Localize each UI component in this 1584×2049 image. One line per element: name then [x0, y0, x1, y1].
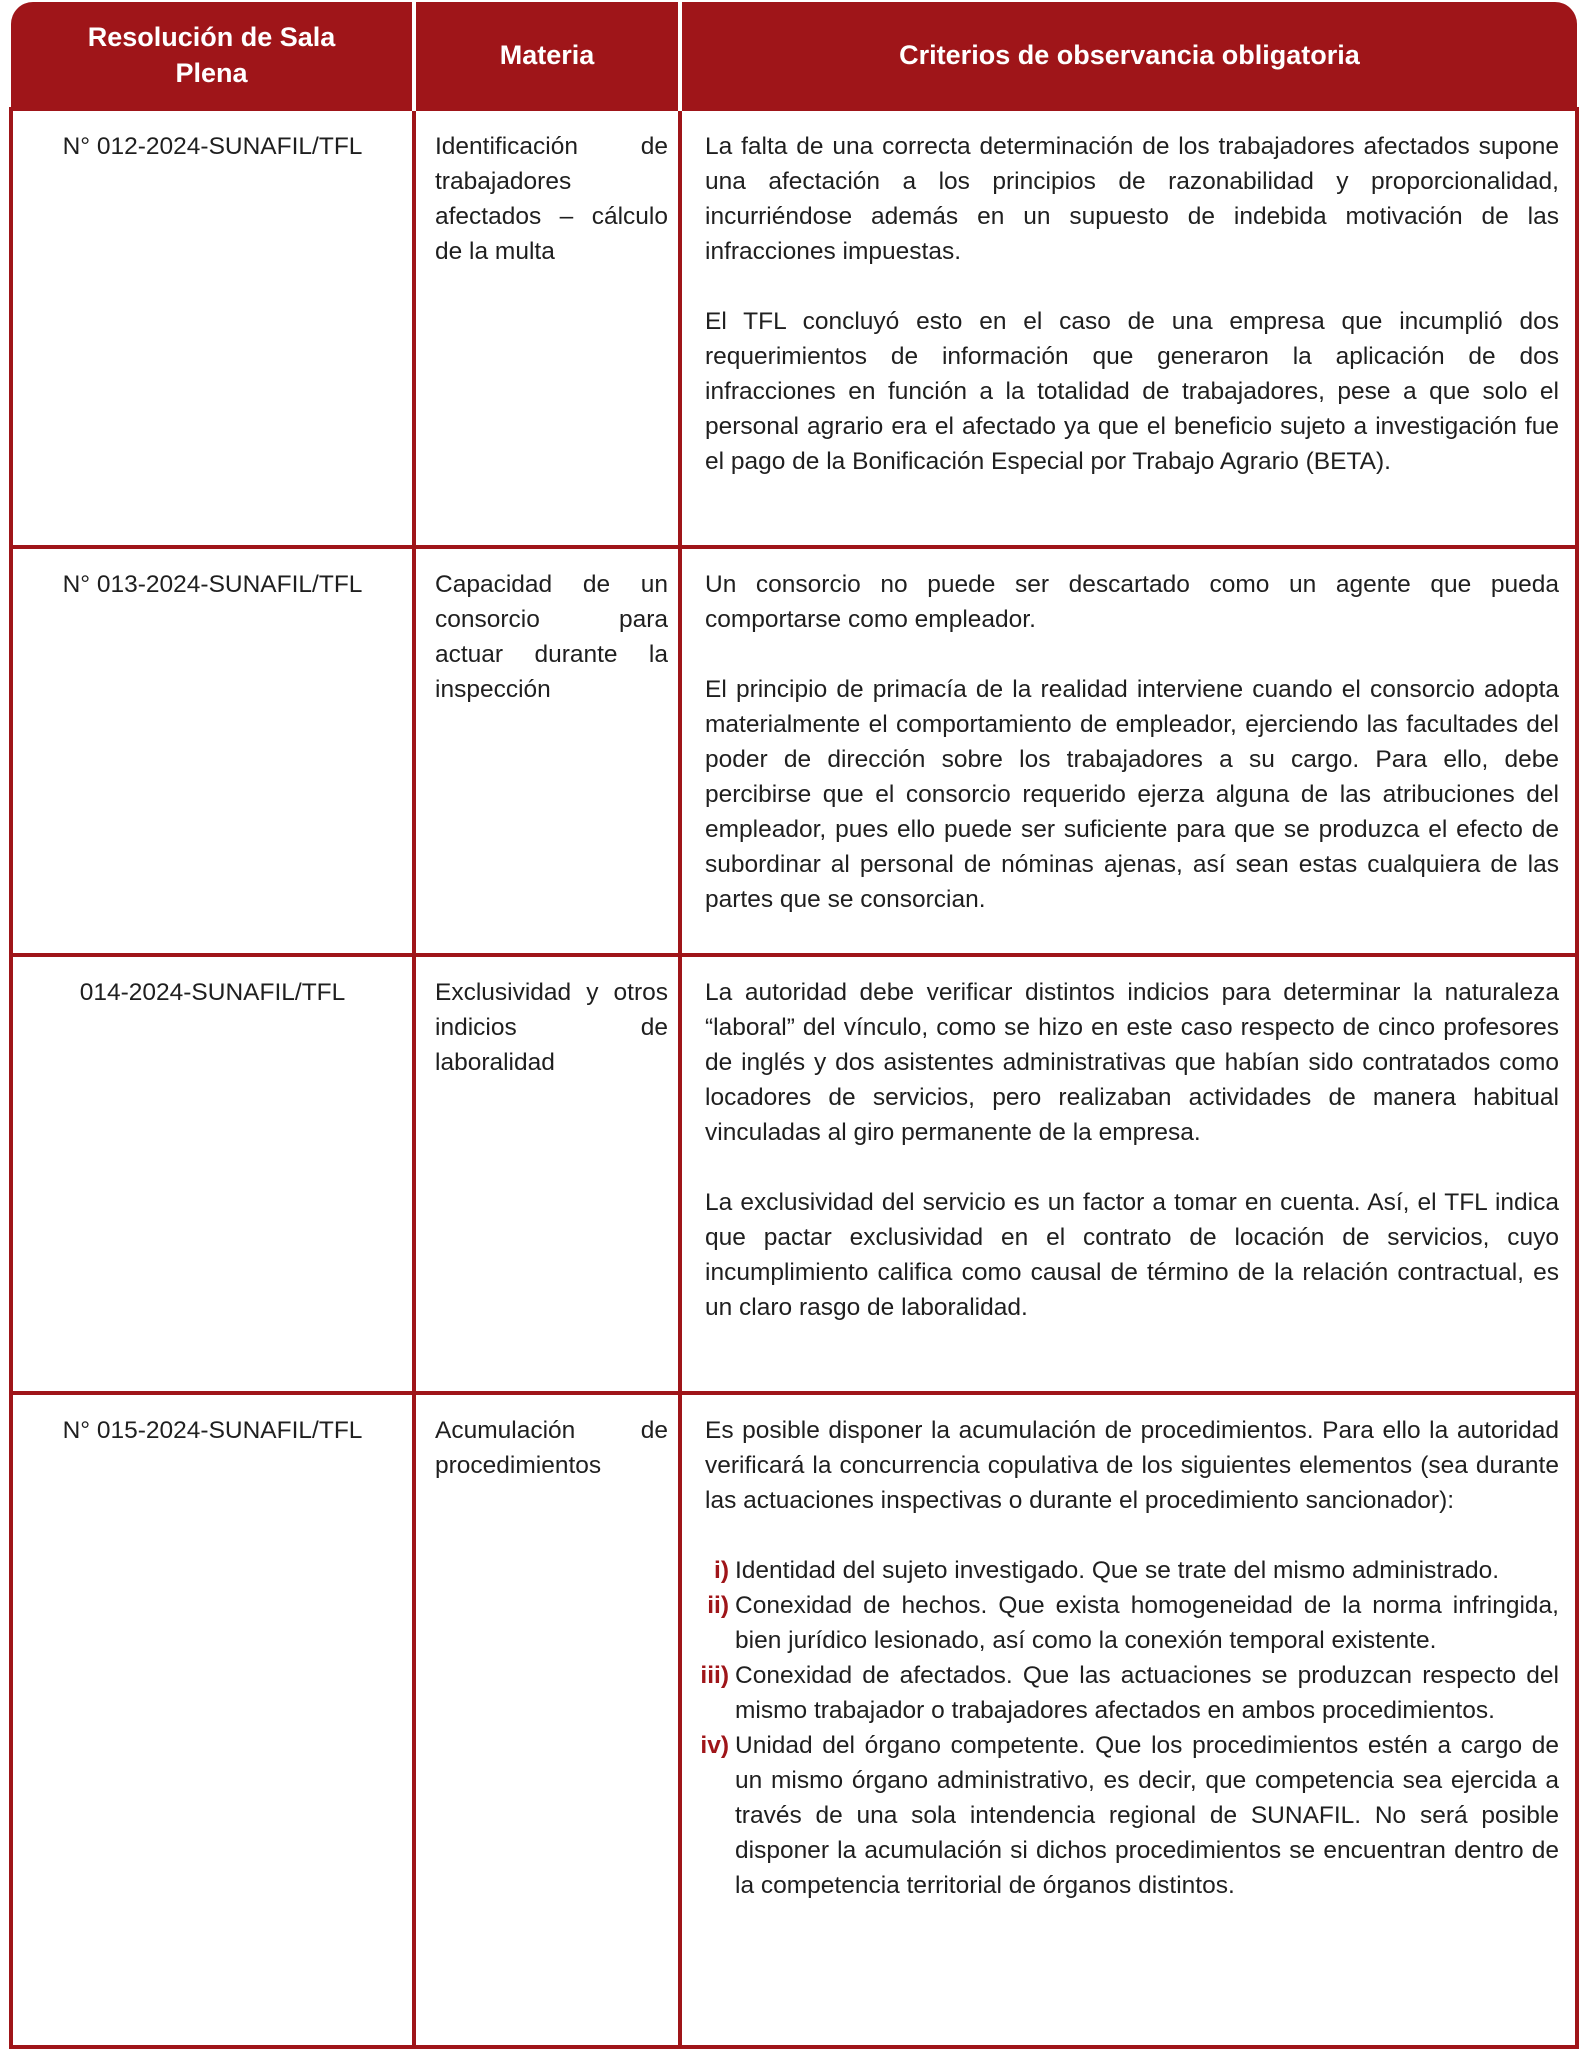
table-row	[11, 1393, 1577, 2047]
header-criterios: Criterios de observancia obligatoria	[680, 2, 1577, 109]
resolution-cell	[11, 955, 414, 1393]
criterio-paragraph: Un consorcio no puede ser descartado como un agente que pueda comportarse como empleador.	[705, 571, 1559, 633]
materia-text: Identificación de trabajadores afectados – cálculo de la multa	[435, 133, 668, 265]
resolution-number: N° 012-2024-SUNAFIL/TFL	[62, 133, 363, 160]
resolution-cell	[11, 109, 414, 547]
criterio-paragraph: La falta de una correcta determinación de los trabajadores afectados supone una afectación a los principios de razonabilidad y proporcionalidad, incurriéndose además en un supuesto de indebida motivación de las infracciones impuestas.	[705, 133, 1559, 265]
resolution-number: N° 015-2024-SUNAFIL/TFL	[62, 1417, 363, 1444]
materia-cell	[414, 1393, 680, 2047]
list-item-text: Identidad del sujeto investigado. Que se trate del mismo administrado.	[735, 1557, 1500, 1584]
list-item	[705, 1588, 1559, 1658]
criterios-cell	[680, 1393, 1577, 2047]
list-item-text: Conexidad de hechos. Que exista homogeneidad de la norma infringida, bien jurídico lesionado, así como la conexión temporal existente.	[735, 1592, 1559, 1654]
criterio-paragraph: La autoridad debe verificar distintos indicios para determinar la naturaleza “laboral” del vínculo, como se hizo en este caso respecto de cinco profesores de inglés y dos asistentes administrativas que habían sido contratados como locadores de servicios, pero realizaban actividades de manera habitual vinculadas al giro permanente de la empresa.	[705, 979, 1559, 1146]
table-row	[11, 547, 1577, 955]
criterios-cell	[680, 109, 1577, 547]
criterio-paragraph: La exclusividad del servicio es un factor a tomar en cuenta. Así, el TFL indica que pactar exclusividad en el contrato de locación de servicios, cuyo incumplimiento califica como causal de término de la relación contractual, es un claro rasgo de laboralidad.	[705, 1189, 1559, 1321]
criterios-cell	[680, 955, 1577, 1393]
table-row	[11, 109, 1577, 547]
criteria-table	[9, 2, 1579, 2049]
list-item-number: ii)	[707, 1592, 729, 1619]
table-row	[11, 955, 1577, 1393]
resolution-number: N° 013-2024-SUNAFIL/TFL	[62, 571, 363, 598]
criteria-list	[700, 1553, 1559, 1903]
materia-text: Exclusividad y otros indicios de laboralidad	[435, 979, 668, 1076]
header-row	[11, 2, 1577, 109]
materia-cell	[414, 547, 680, 955]
list-item-number: iii)	[700, 1662, 729, 1689]
criterios-cell	[680, 547, 1577, 955]
list-item	[705, 1553, 1559, 1588]
header-materia: Materia	[414, 2, 680, 109]
list-item-text: Conexidad de afectados. Que las actuaciones se produzcan respecto del mismo trabajador o trabajadores afectados en ambos procedimientos.	[735, 1662, 1559, 1724]
header-resolucion: Resolución de Sala Plena	[11, 2, 414, 109]
table-body	[11, 109, 1577, 2047]
materia-text: Capacidad de un consorcio para actuar durante la inspección	[435, 571, 668, 703]
resolution-number: 014-2024-SUNAFIL/TFL	[79, 979, 346, 1006]
resolution-cell	[11, 1393, 414, 2047]
materia-cell	[414, 109, 680, 547]
list-item	[700, 1658, 1559, 1728]
resolution-cell	[11, 547, 414, 955]
list-item	[700, 1728, 1559, 1903]
criterio-paragraph: Es posible disponer la acumulación de procedimientos. Para ello la autoridad verificará la concurrencia copulativa de los siguientes elementos (sea durante las actuaciones inspectivas o durante el procedimiento sancionador):	[705, 1417, 1559, 1514]
table-header	[11, 2, 1577, 109]
list-item-text: Unidad del órgano competente. Que los procedimientos estén a cargo de un mismo órgano administrativo, es decir, que competencia sea ejercida a través de una sola intendencia regional de SUNAFIL. No será posible disponer la acumulación si dichos procedimientos se encuentran dentro de la competencia territorial de órganos distintos.	[735, 1732, 1559, 1899]
criterio-paragraph: El TFL concluyó esto en el caso de una empresa que incumplió dos requerimientos de información que generaron la aplicación de dos infracciones en función a la totalidad de trabajadores, pese a que solo el personal agrario era el afectado ya que el beneficio sujeto a investigación fue el pago de la Bonificación Especial por Trabajo Agrario (BETA).	[705, 308, 1559, 475]
materia-cell	[414, 955, 680, 1393]
list-item-number: iv)	[700, 1732, 729, 1759]
criterio-paragraph: El principio de primacía de la realidad interviene cuando el consorcio adopta materialmente el comportamiento de empleador, ejerciendo las facultades del poder de dirección sobre los trabajadores a su cargo. Para ello, debe percibirse que el consorcio requerido ejerza alguna de las atribuciones del empleador, pues ello puede ser suficiente para que se produzca el efecto de subordinar al personal de nóminas ajenas, así sean estas cualquiera de las partes que se consorcian.	[705, 676, 1559, 913]
materia-text: Acumulación de procedimientos	[435, 1417, 668, 1479]
list-item-number: i)	[714, 1557, 729, 1584]
